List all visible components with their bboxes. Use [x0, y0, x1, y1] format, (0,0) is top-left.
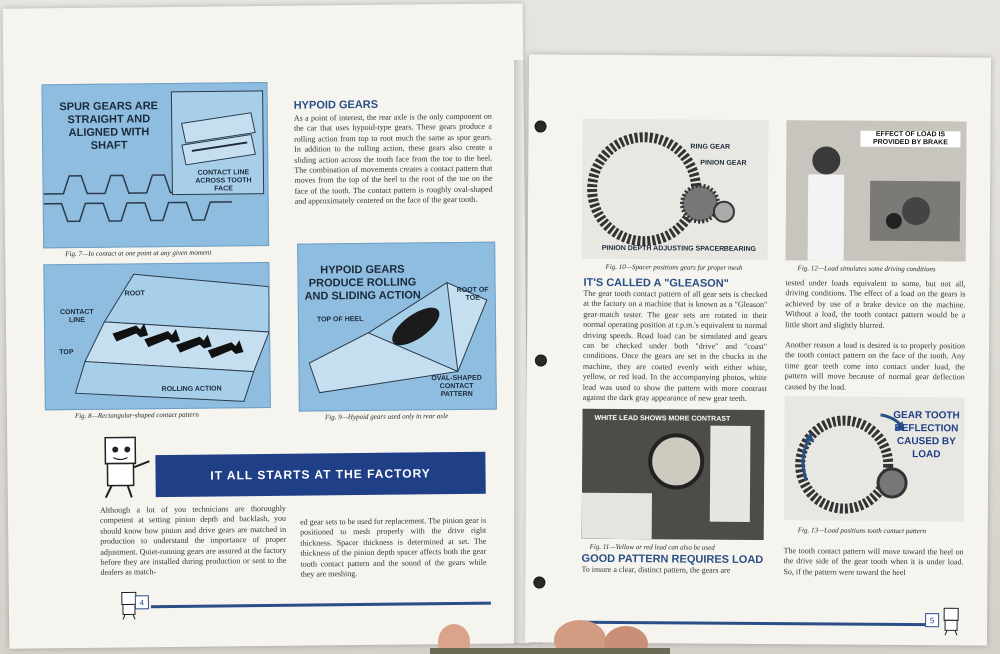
- fig12-label: EFFECT OF LOAD IS PROVIDED BY BRAKE: [860, 131, 960, 148]
- hypoid-heading: HYPOID GEARS: [293, 98, 379, 112]
- load-text-b: Another reason a load is desired is to properly position the tooth contact pattern on the face of the tooth. Any time gear teeth come into contact under load, the pattern will move because of normal gear deflection caused by the load.: [784, 340, 966, 392]
- fig9-root-of-toe-label: ROOT OF TOE: [456, 286, 489, 302]
- fig10-caption: Fig. 10—Spacer positions gears for proper mesh: [605, 262, 743, 272]
- fig8-contact-line-label: CONTACT LINE: [59, 308, 94, 325]
- heel-text: The tooth contact pattern will move toward the heel on the drive side of the gear tooth when it is under load. So, if the pattern were toward the heel: [783, 546, 964, 577]
- good-pattern-text: To insure a clear, distinct pattern, the gears are: [581, 564, 731, 575]
- fig7-spur-gears: [41, 82, 269, 248]
- fig7-title: SPUR GEARS ARE STRAIGHT AND ALIGNED WITH SHAFT: [59, 100, 159, 152]
- fig9-top-of-heel-label: TOP OF HEEL: [316, 315, 364, 324]
- fig8-root-label: ROOT: [124, 290, 145, 298]
- fig8-contact-pattern: [43, 262, 271, 410]
- hypoid-text: As a point of interest, the rear axle is the only component on the car that uses hypoid-type gears. These gears produce a rolling action from top to root much the same as spur gears. In addition to the rolling action, these gears also create a sliding action across the tooth face from the toe to the heel. The combination of movements creates a contact pattern that moves from the top of the heel to the root of the toe on the face of the tooth. The contact pattern is roughly oval-shaped and approximately centered on the face of the gear tooth.: [293, 111, 493, 206]
- mascot-small-icon-right: [939, 605, 963, 635]
- fig9-oval-label: OVAL-SHAPED CONTACT PATTERN: [431, 374, 482, 399]
- fig13-caption: Fig. 13—Load positions tooth contact pattern: [797, 526, 927, 536]
- binder-hole-1: [535, 120, 547, 132]
- fig9-hypoid-gears: [297, 242, 497, 412]
- fig8-caption: Fig. 8—Rectangular-shaped contact pattern: [74, 410, 199, 421]
- binder-hole-2: [535, 354, 547, 366]
- fig12-photo: [786, 120, 967, 261]
- fig13-label: GEAR TOOTH DEFLECTION CAUSED BY LOAD: [893, 409, 960, 461]
- fig9-caption: Fig. 9—Hypoid gears used only in rear axle: [324, 412, 449, 422]
- fig10-pinion-gear-label: PINION GEAR: [700, 159, 747, 167]
- fig9-title: HYPOID GEARS PRODUCE ROLLING AND SLIDING ACTION: [304, 263, 421, 303]
- fig8-rolling-action-label: ROLLING ACTION: [161, 385, 222, 394]
- footer-rule-left: [151, 602, 491, 609]
- factory-text-col1: Although a lot of you technicians are thoroughly competent at setting pinion depth and backlash, you should know how pinion and drive gears are matched in production to understand the importance of proper adjustment. Quiet-running gears are assured at the factory before they are installed during production or sent to the dealers as match-: [99, 503, 287, 578]
- mascot-cartoon: [91, 427, 152, 500]
- fig11-label: WHITE LEAD SHOWS MORE CONTRAST: [594, 414, 731, 423]
- fig10-ring-gear-label: RING GEAR: [690, 143, 731, 151]
- fig11-photo: [582, 409, 765, 540]
- page-number-right: 5: [925, 613, 939, 627]
- page-number-left: 4: [135, 595, 149, 609]
- fig10-bearing-label: BEARING: [723, 245, 757, 253]
- gleason-heading: IT'S CALLED A "GLEASON": [583, 276, 729, 290]
- left-page: [3, 3, 530, 648]
- fig7-inset-label: CONTACT LINE ACROSS TOOTH FACE: [195, 169, 252, 193]
- factory-banner: IT ALL STARTS AT THE FACTORY: [155, 452, 485, 497]
- fig11-caption: Fig. 11—Yellow or red lead can also be used: [589, 542, 715, 552]
- binder-hole-3: [533, 576, 545, 588]
- fig10-spacer-label: PINION DEPTH ADJUSTING SPACER: [601, 244, 725, 253]
- gleason-text: The gear tooth contact pattern of all gear sets is checked at the factory on a machine that is known as a "Gleason" gear-match tester. The gear sets are rotated in their normal operating position at r.p.m.'s equivalent to normal driving speeds. Road load can be simulated and gears can be checked under both "drive" and "coast" conditions. Once the gears are set in the chucks in the machine, they are coated evenly with either white, yellow, or red lead. In the accompanying photos, white lead was used to show the pattern with more contrast against the dark gray appearance of new gear teeth.: [582, 288, 768, 403]
- fig10-photo: [582, 119, 769, 260]
- good-pattern-heading: GOOD PATTERN REQUIRES LOAD: [581, 552, 764, 567]
- right-page: [525, 54, 991, 645]
- load-text-a: tested under loads equivalent to some, but not all, driving conditions. The effect of a load on the gears is achieved by use of a brake device on the machine. Without a load, the tooth contact pattern would be a little short and slightly blurred.: [785, 278, 966, 330]
- fig13-photo: [784, 396, 965, 521]
- fig8-top-label: TOP: [59, 349, 74, 357]
- fig7-caption: Fig. 7—In contact at one point at any given moment: [65, 248, 212, 259]
- factory-text-col2: ed gear sets to be used for replacement. The pinion gear is positioned to mesh properly with the drive right thickness. Spacer thickness is determined at set. The thickness of the pinion depth spacer affects both the gear tooth contact pattern and the sound of the gears while they are meshing.: [300, 515, 487, 579]
- hand-fingers: [430, 616, 670, 654]
- fig12-caption: Fig. 12—Load simulates some driving conditions: [797, 264, 936, 274]
